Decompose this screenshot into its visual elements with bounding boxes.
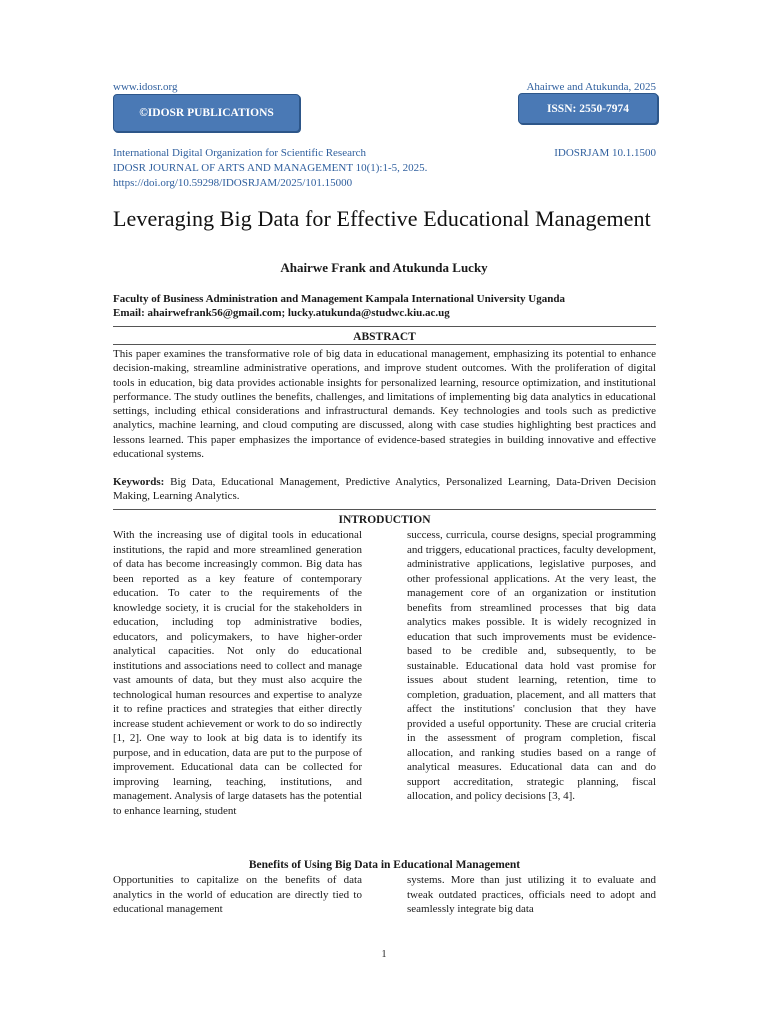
doi-url-link[interactable]: https://doi.org/10.59298/IDOSRJAM/2025/101.15000	[113, 177, 353, 189]
keywords-label: Keywords:	[113, 476, 165, 488]
journal-line: IDOSR JOURNAL OF ARTS AND MANAGEMENT 10(1):1-5, 2025.	[113, 162, 428, 174]
intro-right-column: success, curricula, course designs, special programming and triggers, educational practices, faculty development, administrative applications, legislative purposes, and other professional applications. At the very least, the management core of an organization or institution benefits from streamlined processes that big data analytics makes possible. It is widely recognized in education that such improvements must be evidence-based to be credible and, subsequently, to be sustainable. Educational data hold vast promise for issues about student learning, retention, time to completion, graduation, placement, and all matters that affect the institutions' conclusion that they have provided a useful opportunity. These are crucial criteria in the assessment of program completion, fiscal allocation, and ranking studies based on a range of analytical measures. Educational data can and do support accreditation, strategic planning, fiscal allocation, and policy decisions [3, 4].	[407, 529, 656, 802]
intro-left-column: With the increasing use of digital tools in educational institutions, the rapid and more streamlined generation of data has become increasingly common. Big data has been reported as a key feature of contemporary education. To cater to the requirements of the knowledge society, it is crucial for the stakeholders in education, including top administrative bodies, educators, and policymakers, to have higher-order analytical capacities. Not only do educational institutions and associations need to collect and manage vast amounts of data, but they must also acquire the technological human resources and expertise to analyze it to refine practices and strategies that either directly increase student achievement or work to do so indirectly [1, 2]. One way to look at big data is to identify its purpose, and in education, data are put to the purpose of improvement. Educational data can be collected for improving learning, teaching, institutions, and management. Analysis of large datasets has the potential to enhance learning, student	[113, 529, 362, 817]
affiliation-line: Faculty of Business Administration and Management Kampala International University Uganda	[113, 293, 565, 305]
keywords-text: Big Data, Educational Management, Predictive Analytics, Personalized Learning, Data-Driven Decision Making, Learning Analytics.	[113, 476, 656, 503]
benefits-right-column: systems. More than just utilizing it to evaluate and tweak outdated practices, officials need to adopt and seamlessly integrate big data	[407, 874, 656, 915]
issn-badge-label: ISSN: 2550-7974	[546, 102, 630, 115]
abstract-heading: ABSTRACT	[353, 331, 416, 343]
email-line: Email: ahairwefrank56@gmail.com; lucky.atukunda@studwc.kiu.ac.ug	[113, 307, 450, 319]
paper-authors: Ahairwe Frank and Atukunda Lucky	[280, 260, 488, 275]
benefits-left-column: Opportunities to capitalize on the benefits of data analytics in the world of education are directly tied to educational management	[113, 874, 362, 915]
page-number: 1	[381, 949, 387, 960]
benefits-heading: Benefits of Using Big Data in Educational Management	[248, 859, 521, 871]
issn-badge	[518, 93, 658, 124]
publisher-badge-label: ©IDOSR PUBLICATIONS	[139, 107, 274, 119]
publisher-badge	[113, 94, 300, 132]
divider-intro	[113, 509, 656, 510]
affiliation-block	[113, 292, 658, 320]
introduction-heading: INTRODUCTION	[338, 514, 431, 526]
divider-abstract	[113, 344, 656, 345]
keywords-paragraph	[113, 475, 656, 504]
website-link[interactable]: www.idosr.org	[113, 81, 178, 93]
divider-top	[113, 326, 656, 327]
abstract-text: This paper examines the transformative role of big data in educational management, emphasizing its potential to enhance decision-making, streamline administrative operations, and improve student outcomes. With the proliferation of digital tools in education, big data provides actionable insights for personalized learning, resource optimization, and institutional performance. The study outlines the benefits, challenges, and limitations of implementing big data analytics in educational settings, including ethical considerations and infrastructural demands. Key technologies and tools such as predictive analytics, machine learning, and cloud computing are discussed, along with case studies highlighting best practices and lessons learned. This paper emphasizes the importance of evidence-based strategies in building innovative and effective educational systems.	[113, 348, 656, 461]
org-name: International Digital Organization for Scientific Research	[113, 147, 367, 159]
doi-short: IDOSRJAM 10.1.1500	[554, 147, 656, 159]
paper-title: Leveraging Big Data for Effective Educational Management	[113, 206, 651, 231]
citation-short: Ahairwe and Atukunda, 2025	[526, 81, 656, 93]
